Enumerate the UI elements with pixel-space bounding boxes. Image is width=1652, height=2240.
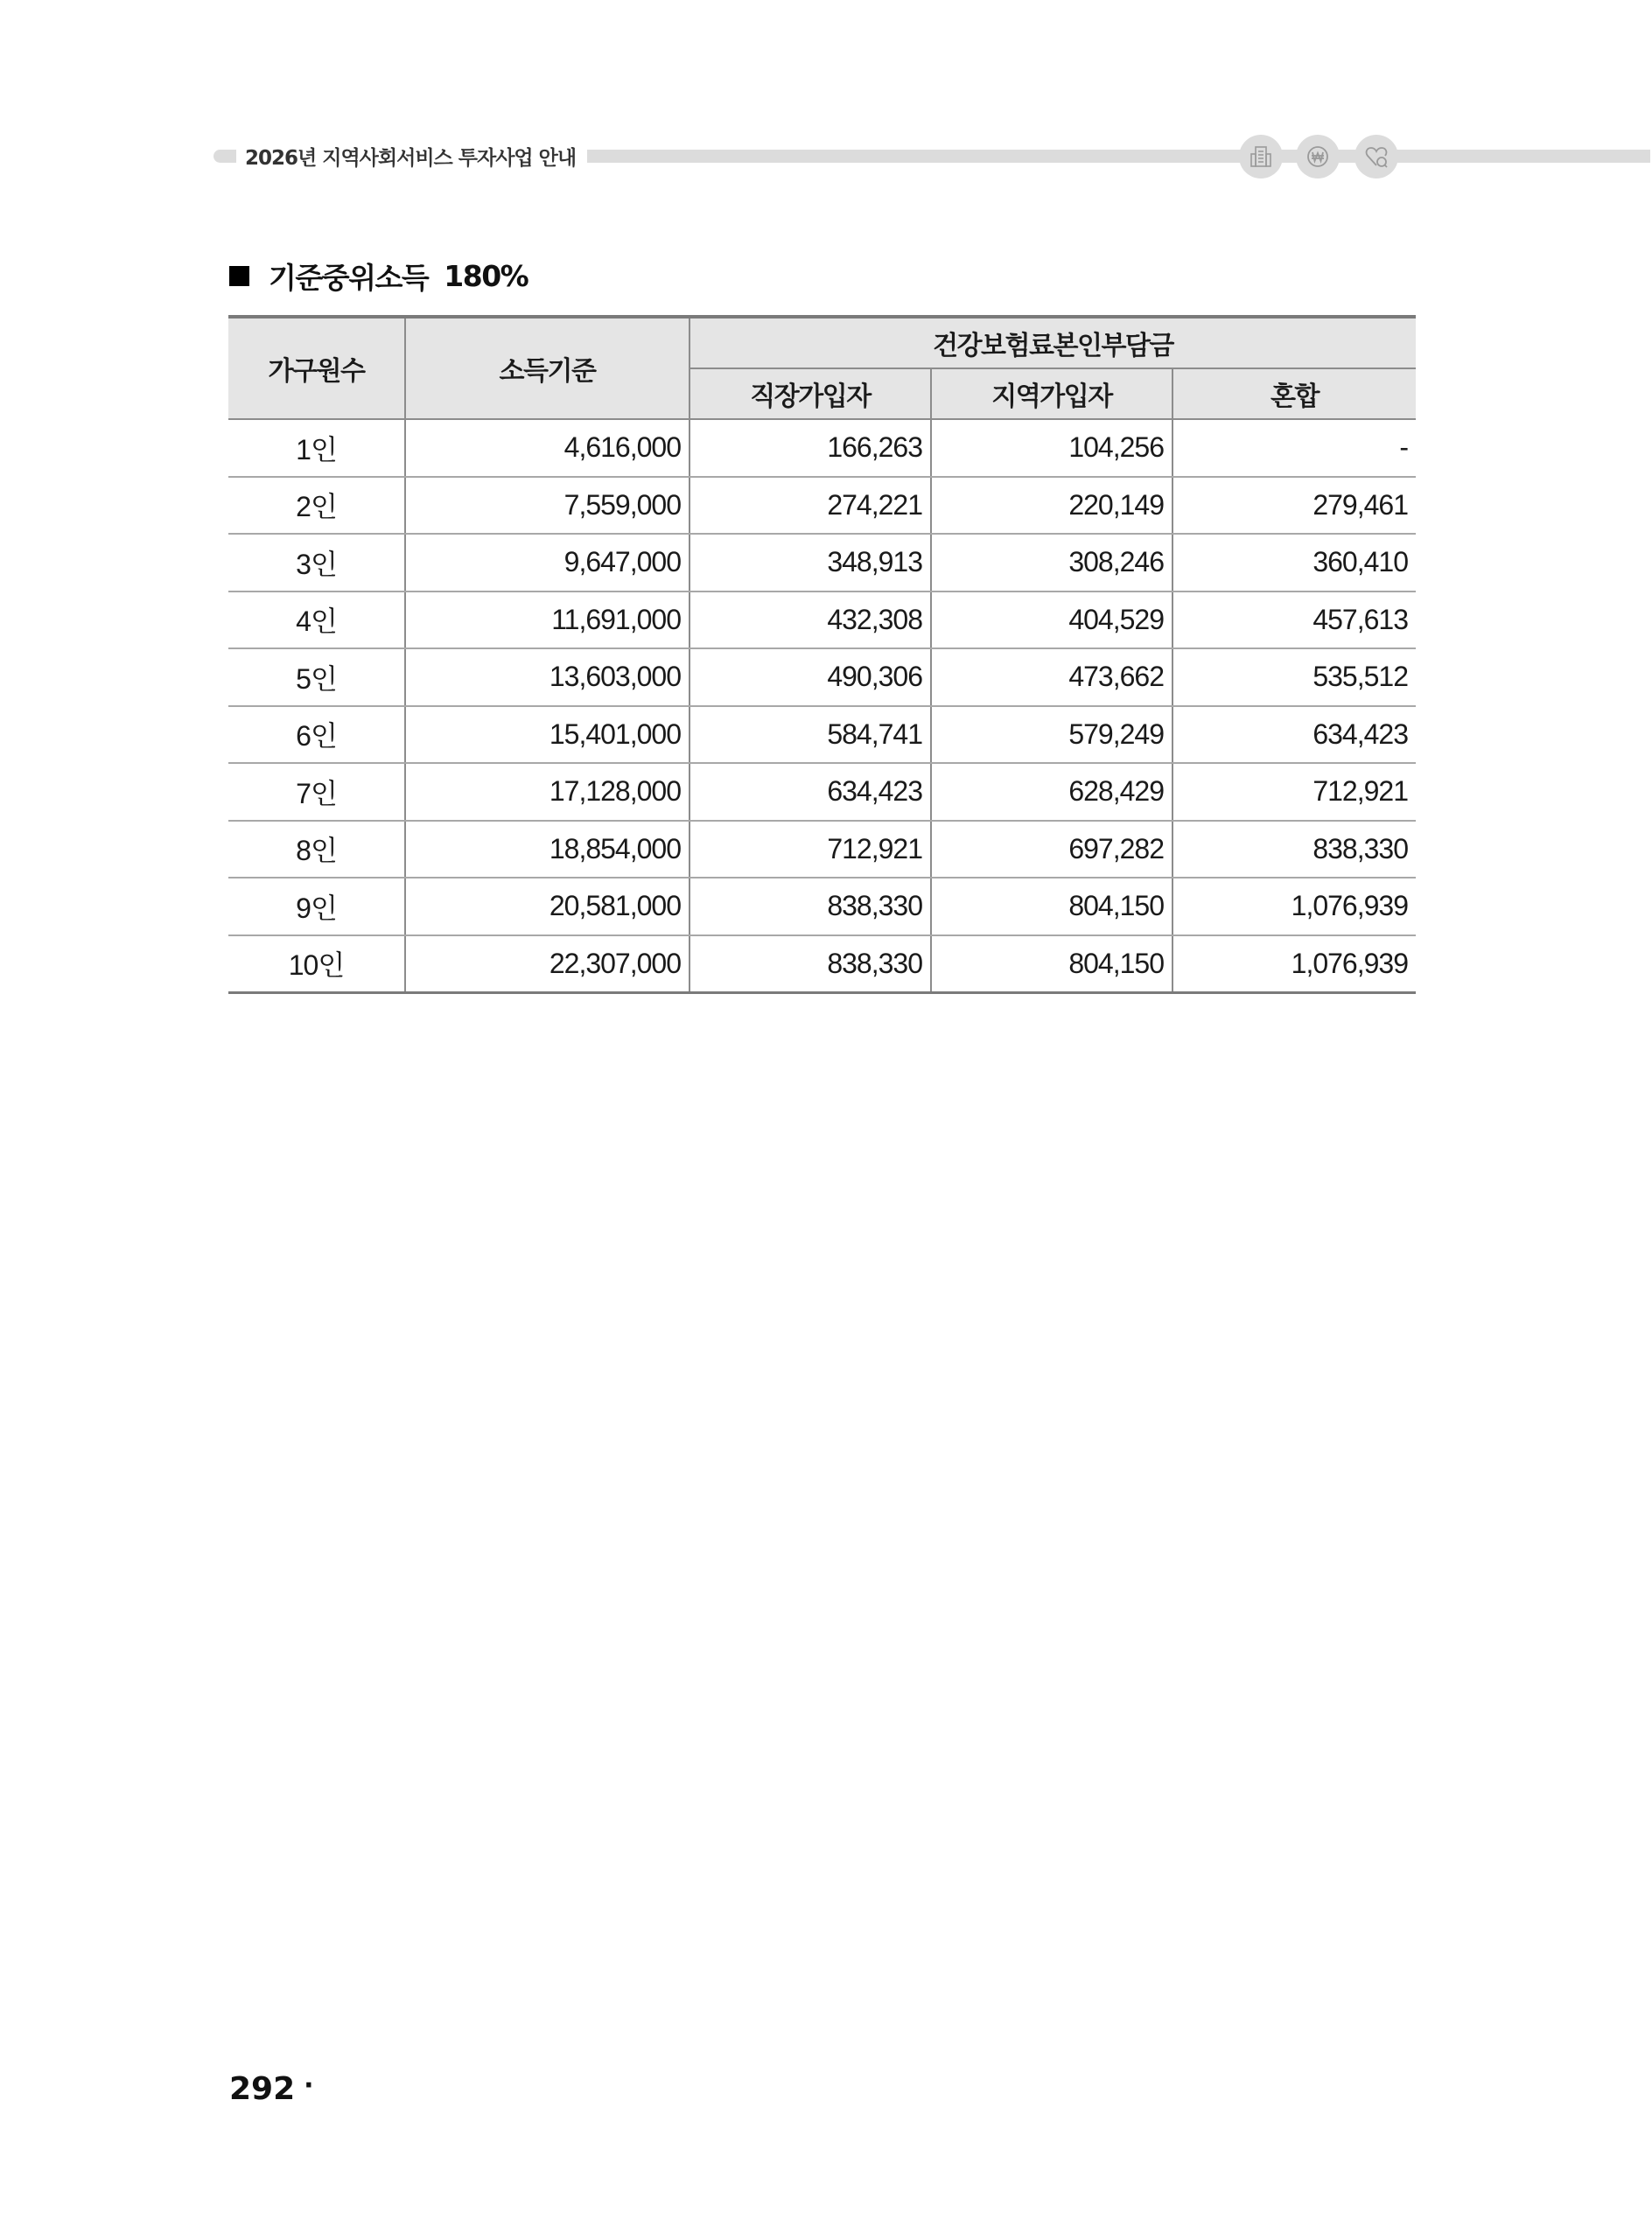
cell-mixed: 1,076,939 xyxy=(1172,935,1416,993)
header-income-standard: 소득기준 xyxy=(405,317,690,419)
cell-regional: 104,256 xyxy=(931,419,1172,477)
cell-income: 20,581,000 xyxy=(405,878,690,935)
cell-household-size: 3인 xyxy=(228,534,405,592)
cell-household-size: 7인 xyxy=(228,763,405,821)
cell-household-size: 5인 xyxy=(228,648,405,706)
cell-income: 22,307,000 xyxy=(405,935,690,993)
running-header xyxy=(0,131,1652,180)
cell-regional: 404,529 xyxy=(931,592,1172,649)
cell-income: 13,603,000 xyxy=(405,648,690,706)
cell-income: 11,691,000 xyxy=(405,592,690,649)
cell-mixed: 712,921 xyxy=(1172,763,1416,821)
cell-regional: 628,429 xyxy=(931,763,1172,821)
won-currency-icon xyxy=(1296,135,1340,178)
section-title-percent: 180% xyxy=(444,259,528,293)
page-number xyxy=(229,2071,314,2107)
header-employee: 직장가입자 xyxy=(690,368,931,419)
cell-income: 18,854,000 xyxy=(405,821,690,878)
cell-employee: 584,741 xyxy=(690,706,931,764)
table-row xyxy=(228,592,1416,649)
section-title xyxy=(229,256,528,297)
table-row xyxy=(228,706,1416,764)
cell-employee: 712,921 xyxy=(690,821,931,878)
table-row xyxy=(228,419,1416,477)
page-number-value: 292 xyxy=(229,2071,296,2107)
header-regional: 지역가입자 xyxy=(931,368,1172,419)
cell-regional: 697,282 xyxy=(931,821,1172,878)
section-title-text: 기준중위소득 xyxy=(269,261,429,295)
header-pill-decoration xyxy=(214,150,236,163)
cell-mixed: 535,512 xyxy=(1172,648,1416,706)
cell-regional: 473,662 xyxy=(931,648,1172,706)
header-bar-decoration xyxy=(587,150,1650,163)
cell-employee: 838,330 xyxy=(690,878,931,935)
cell-household-size: 2인 xyxy=(228,477,405,535)
table-row xyxy=(228,477,1416,535)
cell-income: 17,128,000 xyxy=(405,763,690,821)
cell-household-size: 1인 xyxy=(228,419,405,477)
cell-mixed: 457,613 xyxy=(1172,592,1416,649)
cell-household-size: 6인 xyxy=(228,706,405,764)
table-row xyxy=(228,878,1416,935)
cell-income: 9,647,000 xyxy=(405,534,690,592)
table-row xyxy=(228,534,1416,592)
cell-household-size: 10인 xyxy=(228,935,405,993)
square-bullet-icon xyxy=(229,266,249,286)
median-income-table xyxy=(228,315,1416,994)
cell-income: 4,616,000 xyxy=(405,419,690,477)
cell-mixed: 838,330 xyxy=(1172,821,1416,878)
cell-regional: 308,246 xyxy=(931,534,1172,592)
table-header-row xyxy=(228,317,1416,368)
header-mixed: 혼합 xyxy=(1172,368,1416,419)
page-number-separator: · xyxy=(304,2070,314,2101)
cell-regional: 804,150 xyxy=(931,878,1172,935)
cell-employee: 348,913 xyxy=(690,534,931,592)
cell-household-size: 4인 xyxy=(228,592,405,649)
cell-mixed: 1,076,939 xyxy=(1172,878,1416,935)
cell-regional: 579,249 xyxy=(931,706,1172,764)
cell-regional: 220,149 xyxy=(931,477,1172,535)
cell-mixed: 634,423 xyxy=(1172,706,1416,764)
cell-mixed: 360,410 xyxy=(1172,534,1416,592)
cell-employee: 838,330 xyxy=(690,935,931,993)
cell-household-size: 8인 xyxy=(228,821,405,878)
heart-search-icon xyxy=(1354,135,1398,178)
cell-employee: 490,306 xyxy=(690,648,931,706)
table-row xyxy=(228,648,1416,706)
cell-employee: 634,423 xyxy=(690,763,931,821)
cell-mixed: 279,461 xyxy=(1172,477,1416,535)
header-insurance-group: 건강보험료본인부담금 xyxy=(690,317,1416,368)
cell-income: 15,401,000 xyxy=(405,706,690,764)
table-row xyxy=(228,763,1416,821)
cell-regional: 804,150 xyxy=(931,935,1172,993)
header-household-size: 가구원수 xyxy=(228,317,405,419)
cell-employee: 274,221 xyxy=(690,477,931,535)
building-icon xyxy=(1239,135,1283,178)
cell-employee: 166,263 xyxy=(690,419,931,477)
cell-mixed: - xyxy=(1172,419,1416,477)
table-row xyxy=(228,821,1416,878)
table-row xyxy=(228,935,1416,993)
running-header-title: 2026년 지역사회서비스 투자사업 안내 xyxy=(245,147,577,170)
cell-household-size: 9인 xyxy=(228,878,405,935)
cell-income: 7,559,000 xyxy=(405,477,690,535)
cell-employee: 432,308 xyxy=(690,592,931,649)
